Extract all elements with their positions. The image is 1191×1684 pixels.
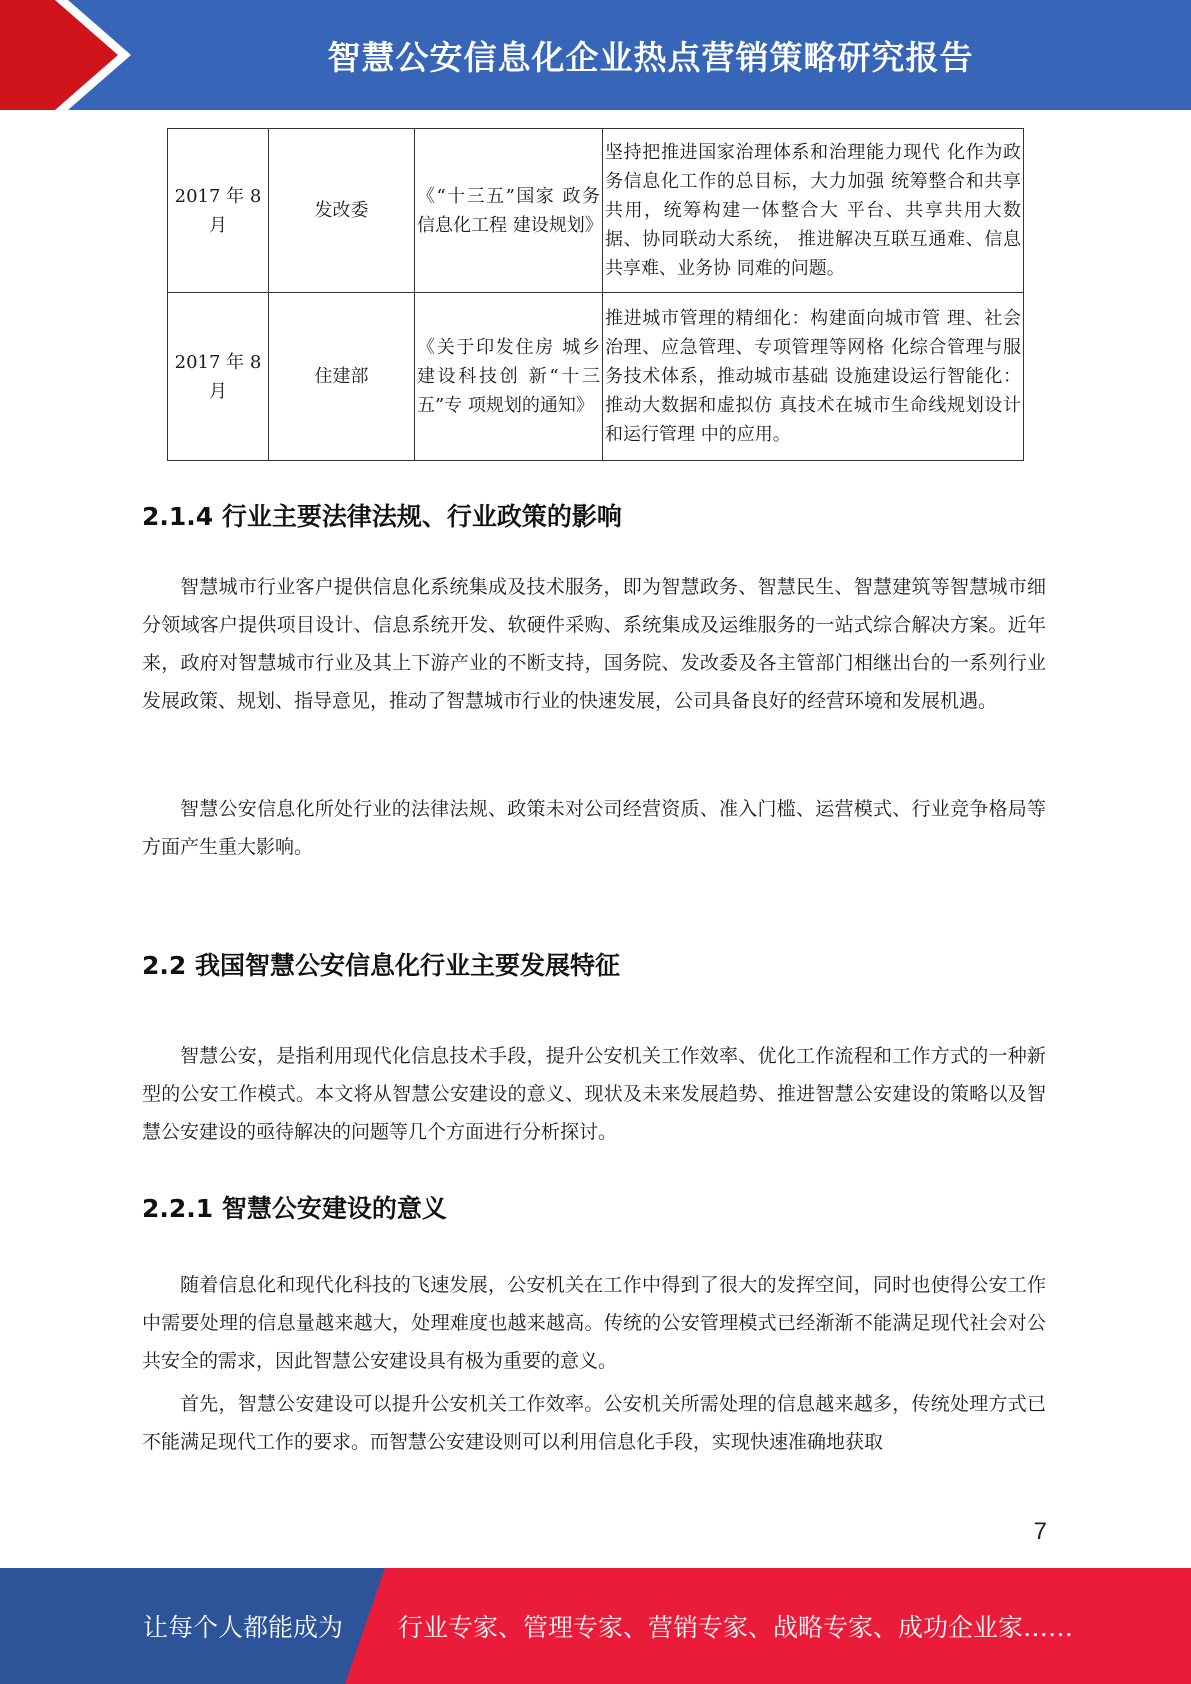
table-cell-dept: 发改委: [269, 129, 415, 293]
table-cell-content: 推进城市管理的精细化：构建面向城市管 理、社会治理、应急管理、专项管理等网格 化综合管理与服务技术体系，推动城市基础 设施建设运行智能化：推动大数据和虚拟仿 真技术在城市生命线规划设计和运行管理 中的应用。: [603, 293, 1024, 461]
policy-table: [167, 128, 1024, 461]
header-title: 智慧公安信息化企业热点营销策略研究报告: [327, 37, 974, 77]
paragraph: 智慧城市行业客户提供信息化系统集成及技术服务，即为智慧政务、智慧民生、智慧建筑等智慧城市细分领域客户提供项目设计、信息系统开发、软硬件采购、系统集成及运维服务的一站式综合解决方案。近年来，政府对智慧城市行业及其上下游产业的不断支持，国务院、发改委及各主管部门相继出台的一系列行业发展政策、规划、指导意见，推动了智慧城市行业的快速发展，公司具备良好的经营环境和发展机遇。: [142, 576, 1046, 712]
paragraph: 智慧公安信息化所处行业的法律法规、政策未对公司经营资质、准入门槛、运营模式、行业竞争格局等方面产生重大影响。: [142, 798, 1046, 858]
section-heading-2-2-1: 2.2.1 智慧公安建设的意义: [142, 1194, 447, 1223]
section-heading-2-2: 2.2 我国智慧公安信息化行业主要发展特征: [142, 951, 620, 980]
paragraph: 随着信息化和现代化科技的飞速发展，公安机关在工作中得到了很大的发挥空间，同时也使得公安工作中需要处理的信息量越来越大，处理难度也越来越高。传统的公安管理模式已经渐渐不能满足现代社会对公共安全的需求，因此智慧公安建设具有极为重要的意义。: [142, 1274, 1046, 1372]
section-heading-2-1-4: 2.1.4 行业主要法律法规、行业政策的影响: [142, 502, 622, 531]
table-row: [168, 129, 1024, 293]
table-cell-date: 2017 年 8 月: [168, 129, 269, 293]
page-footer: [0, 1568, 1191, 1684]
table-cell-dept: 住建部: [269, 293, 415, 461]
table-cell-document: 《关于印发住房 城乡建设科技创 新“十三五”专 项规划的通知》: [415, 293, 603, 461]
paragraph: 智慧公安，是指利用现代化信息技术手段，提升公安机关工作效率、优化工作流程和工作方式的一种新型的公安工作模式。本文将从智慧公安建设的意义、现状及未来发展趋势、推进智慧公安建设的策略以及智慧公安建设的亟待解决的问题等几个方面进行分析探讨。: [142, 1045, 1046, 1143]
table-cell-content: 坚持把推进国家治理体系和治理能力现代 化作为政务信息化工作的总目标，大力加强 统筹整合和共享共用，统筹构建一体整合大 平台、共享共用大数据、协同联动大系统， 推进解决互联互通难、信息共享难、业务协 同难的问题。: [603, 129, 1024, 293]
table-cell-document: 《“十三五”国家 政务信息化工程 建设规划》: [415, 129, 603, 293]
paragraph: 首先，智慧公安建设可以提升公安机关工作效率。公安机关所需处理的信息越来越多，传统处理方式已不能满足现代工作的要求。而智慧公安建设则可以利用信息化手段，实现快速准确地获取: [142, 1393, 1046, 1453]
page-header: [0, 0, 1191, 110]
footer-slogan-right: 行业专家、管理专家、营销专家、战略专家、成功企业家……: [398, 1613, 1074, 1642]
footer-slogan-left: 让每个人都能成为: [143, 1613, 344, 1642]
page-number: 7: [1033, 1518, 1047, 1545]
table-row: [168, 293, 1024, 461]
table-cell-date: 2017 年 8 月: [168, 293, 269, 461]
